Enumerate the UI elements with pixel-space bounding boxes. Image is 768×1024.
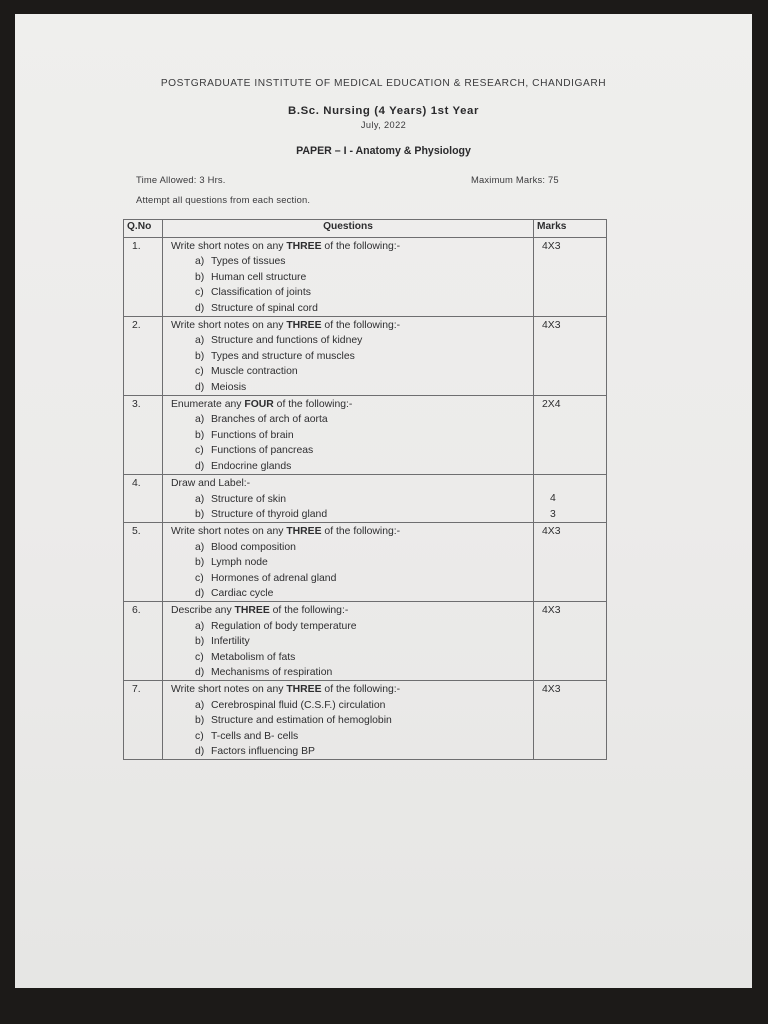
question-cell [163,681,534,760]
question-marks: 4X3 [534,602,607,681]
sub-question [195,412,529,427]
question-instruction [171,239,529,254]
question-marks: 4X3 [534,681,607,760]
exam-date: July, 2022 [360,120,407,130]
sub-question-letter: b) [195,715,205,727]
sub-question-letter: c) [195,366,204,378]
sub-question-letter: b) [195,508,205,520]
question-instruction [171,397,529,412]
maximum-marks: Maximum Marks: 75 [471,174,559,185]
sub-question [195,571,529,586]
question-number: 1. [124,238,163,317]
instruction-post: of the following:- [269,605,349,617]
sub-question [195,349,529,364]
question-row [124,602,607,681]
sub-question [195,507,529,522]
sub-question-letter: d) [195,460,205,472]
sub-question-letter: a) [195,699,205,711]
sub-question-list [171,492,529,523]
sub-question-letter: d) [195,587,205,599]
question-row [124,681,607,760]
question-instruction [171,603,529,618]
sub-question [195,713,529,728]
sub-question [195,492,529,507]
sub-question-letter: c) [195,651,204,663]
questions-body [124,238,607,760]
sub-question-text: Human cell structure [211,271,307,283]
question-instruction [171,476,529,491]
instruction-bold: THREE [286,241,322,252]
sub-question-text: Structure and functions of kidney [211,335,363,347]
instruction-bold: THREE [234,605,270,617]
sub-question [195,301,529,316]
question-cell [163,238,534,317]
question-marks: 2X4 [534,396,607,475]
attempt-instruction: Attempt all questions from each section. [136,194,311,205]
sub-question [195,586,529,601]
sub-question-text: Factors influencing BP [211,746,315,757]
sub-question-text: Metabolism of fats [211,651,296,663]
sub-question-letter: c) [195,730,204,742]
question-number: 3. [124,396,163,475]
sub-question-letter: d) [195,302,205,314]
sub-question-text: Functions of brain [211,429,294,441]
sub-question-letter: b) [195,271,205,283]
question-number: 4. [124,475,163,523]
sub-question-list [171,254,529,316]
sub-question [195,634,529,649]
question-instruction [171,682,529,697]
sub-question-letter: c) [195,287,204,299]
sub-question [195,665,529,680]
instruction-post: of the following:- [321,241,401,252]
sub-question-letter: d) [195,666,205,678]
question-instruction [171,524,529,539]
question-marks: 4X3 [534,317,607,396]
sub-question-text: Meiosis [211,381,247,393]
sub-question-list [171,540,529,602]
question-row [124,523,607,602]
sub-question [195,270,529,285]
sub-question-text: Cerebrospinal fluid (C.S.F.) circulation [211,699,386,711]
sub-question-text: Cardiac cycle [211,587,274,599]
sub-question-text: Structure of spinal cord [211,302,318,314]
question-cell [163,396,534,475]
sub-question-text: Endocrine glands [211,460,292,472]
instruction-pre: Enumerate any [171,399,245,411]
sub-question-letter: b) [195,636,205,648]
sub-question-letter: a) [195,493,205,505]
sub-question [195,285,529,300]
sub-question [195,540,529,555]
question-marks: 4X3 [534,523,607,602]
sub-question-text: Infertility [211,636,250,648]
sub-question [195,459,529,474]
header-marks: Marks [534,220,607,238]
sub-question [195,428,529,443]
sub-question [195,650,529,665]
sub-question-text: Structure of skin [211,493,287,505]
course-title: B.Sc. Nursing (4 Years) 1st Year [288,105,479,117]
question-instruction [171,318,529,333]
instruction-pre: Write short notes on any [171,526,287,538]
sub-question-letter: b) [195,557,205,569]
sub-question [195,729,529,744]
sub-question-letter: a) [195,414,205,426]
sub-question-letter: a) [195,256,205,268]
instruction-post: of the following:- [321,320,401,332]
sub-question-text: Types of tissues [211,256,286,268]
sub-question [195,380,529,395]
sub-question-letter: a) [195,541,205,553]
question-number: 7. [124,681,163,760]
sub-question [195,443,529,458]
question-cell [163,523,534,602]
instruction-bold: FOUR [244,399,274,411]
sub-question-text: Lymph node [211,557,268,569]
sub-question-text: Functions of pancreas [211,445,314,457]
instruction-pre: Write short notes on any [171,241,287,252]
instruction-post: of the following:- [321,684,401,696]
sub-question-text: Blood composition [211,541,296,553]
sub-question-list [171,412,529,474]
sub-question [195,555,529,570]
question-cell [163,317,534,396]
questions-table [123,219,607,760]
sub-question-text: Structure and estimation of hemoglobin [211,715,392,727]
sub-question [195,744,529,759]
instruction-bold: THREE [286,526,322,538]
instruction-post: of the following:- [273,399,353,411]
question-row [124,396,607,475]
question-row [124,317,607,396]
question-number: 5. [124,523,163,602]
sub-question-list [171,619,529,681]
question-row [124,475,607,523]
sub-question-list [171,333,529,395]
sub-question-list [171,698,529,760]
sub-question-text: Classification of joints [211,287,311,299]
institute-name: POSTGRADUATE INSTITUTE OF MEDICAL EDUCATION & RESEARCH, CHANDIGARH [160,78,607,89]
time-allowed: Time Allowed: 3 Hrs. [136,174,226,185]
sub-question-text: Regulation of body temperature [211,620,357,632]
item-mark: 4 [550,493,556,505]
sub-question-letter: b) [195,350,205,362]
instruction-pre: Write short notes on any [171,684,287,696]
paper-title: PAPER – I - Anatomy & Physiology [296,145,471,157]
sub-question-text: Types and structure of muscles [211,350,355,362]
sub-question [195,619,529,634]
sub-question-text: Branches of arch of aorta [211,414,328,426]
instruction-post: of the following:- [321,526,401,538]
sub-question-letter: b) [195,429,205,441]
sub-question [195,698,529,713]
instruction-bold: THREE [286,320,322,332]
sub-question-letter: a) [195,335,205,347]
table-header-row [124,220,607,238]
sub-question [195,364,529,379]
question-marks: 4X3 [534,238,607,317]
header-questions: Questions [163,220,534,238]
item-mark: 3 [550,508,556,520]
sub-question-text: Hormones of adrenal gland [211,572,337,584]
instruction-pre: Describe any [171,605,235,617]
sub-question-letter: d) [195,746,205,757]
sub-question-text: Muscle contraction [211,366,298,378]
sub-question-letter: d) [195,381,205,393]
sub-question [195,333,529,348]
sub-question-letter: c) [195,572,204,584]
sub-question-text: Structure of thyroid gland [211,508,328,520]
instruction-pre: Write short notes on any [171,320,287,332]
sub-question-letter: c) [195,445,204,457]
question-marks [534,475,607,523]
sub-question-letter: a) [195,620,205,632]
sub-question-text: Mechanisms of respiration [211,666,333,678]
question-cell [163,475,534,523]
question-number: 6. [124,602,163,681]
sub-question [195,254,529,269]
instruction-bold: THREE [286,684,322,696]
instruction-pre: Draw and Label:- [171,478,251,490]
header-qno: Q.No [124,220,163,238]
sub-question-text: T-cells and B- cells [211,730,299,742]
question-row [124,238,607,317]
exam-paper-sheet [15,14,752,988]
item-marks-stack [542,476,602,522]
question-cell [163,602,534,681]
question-number: 2. [124,317,163,396]
